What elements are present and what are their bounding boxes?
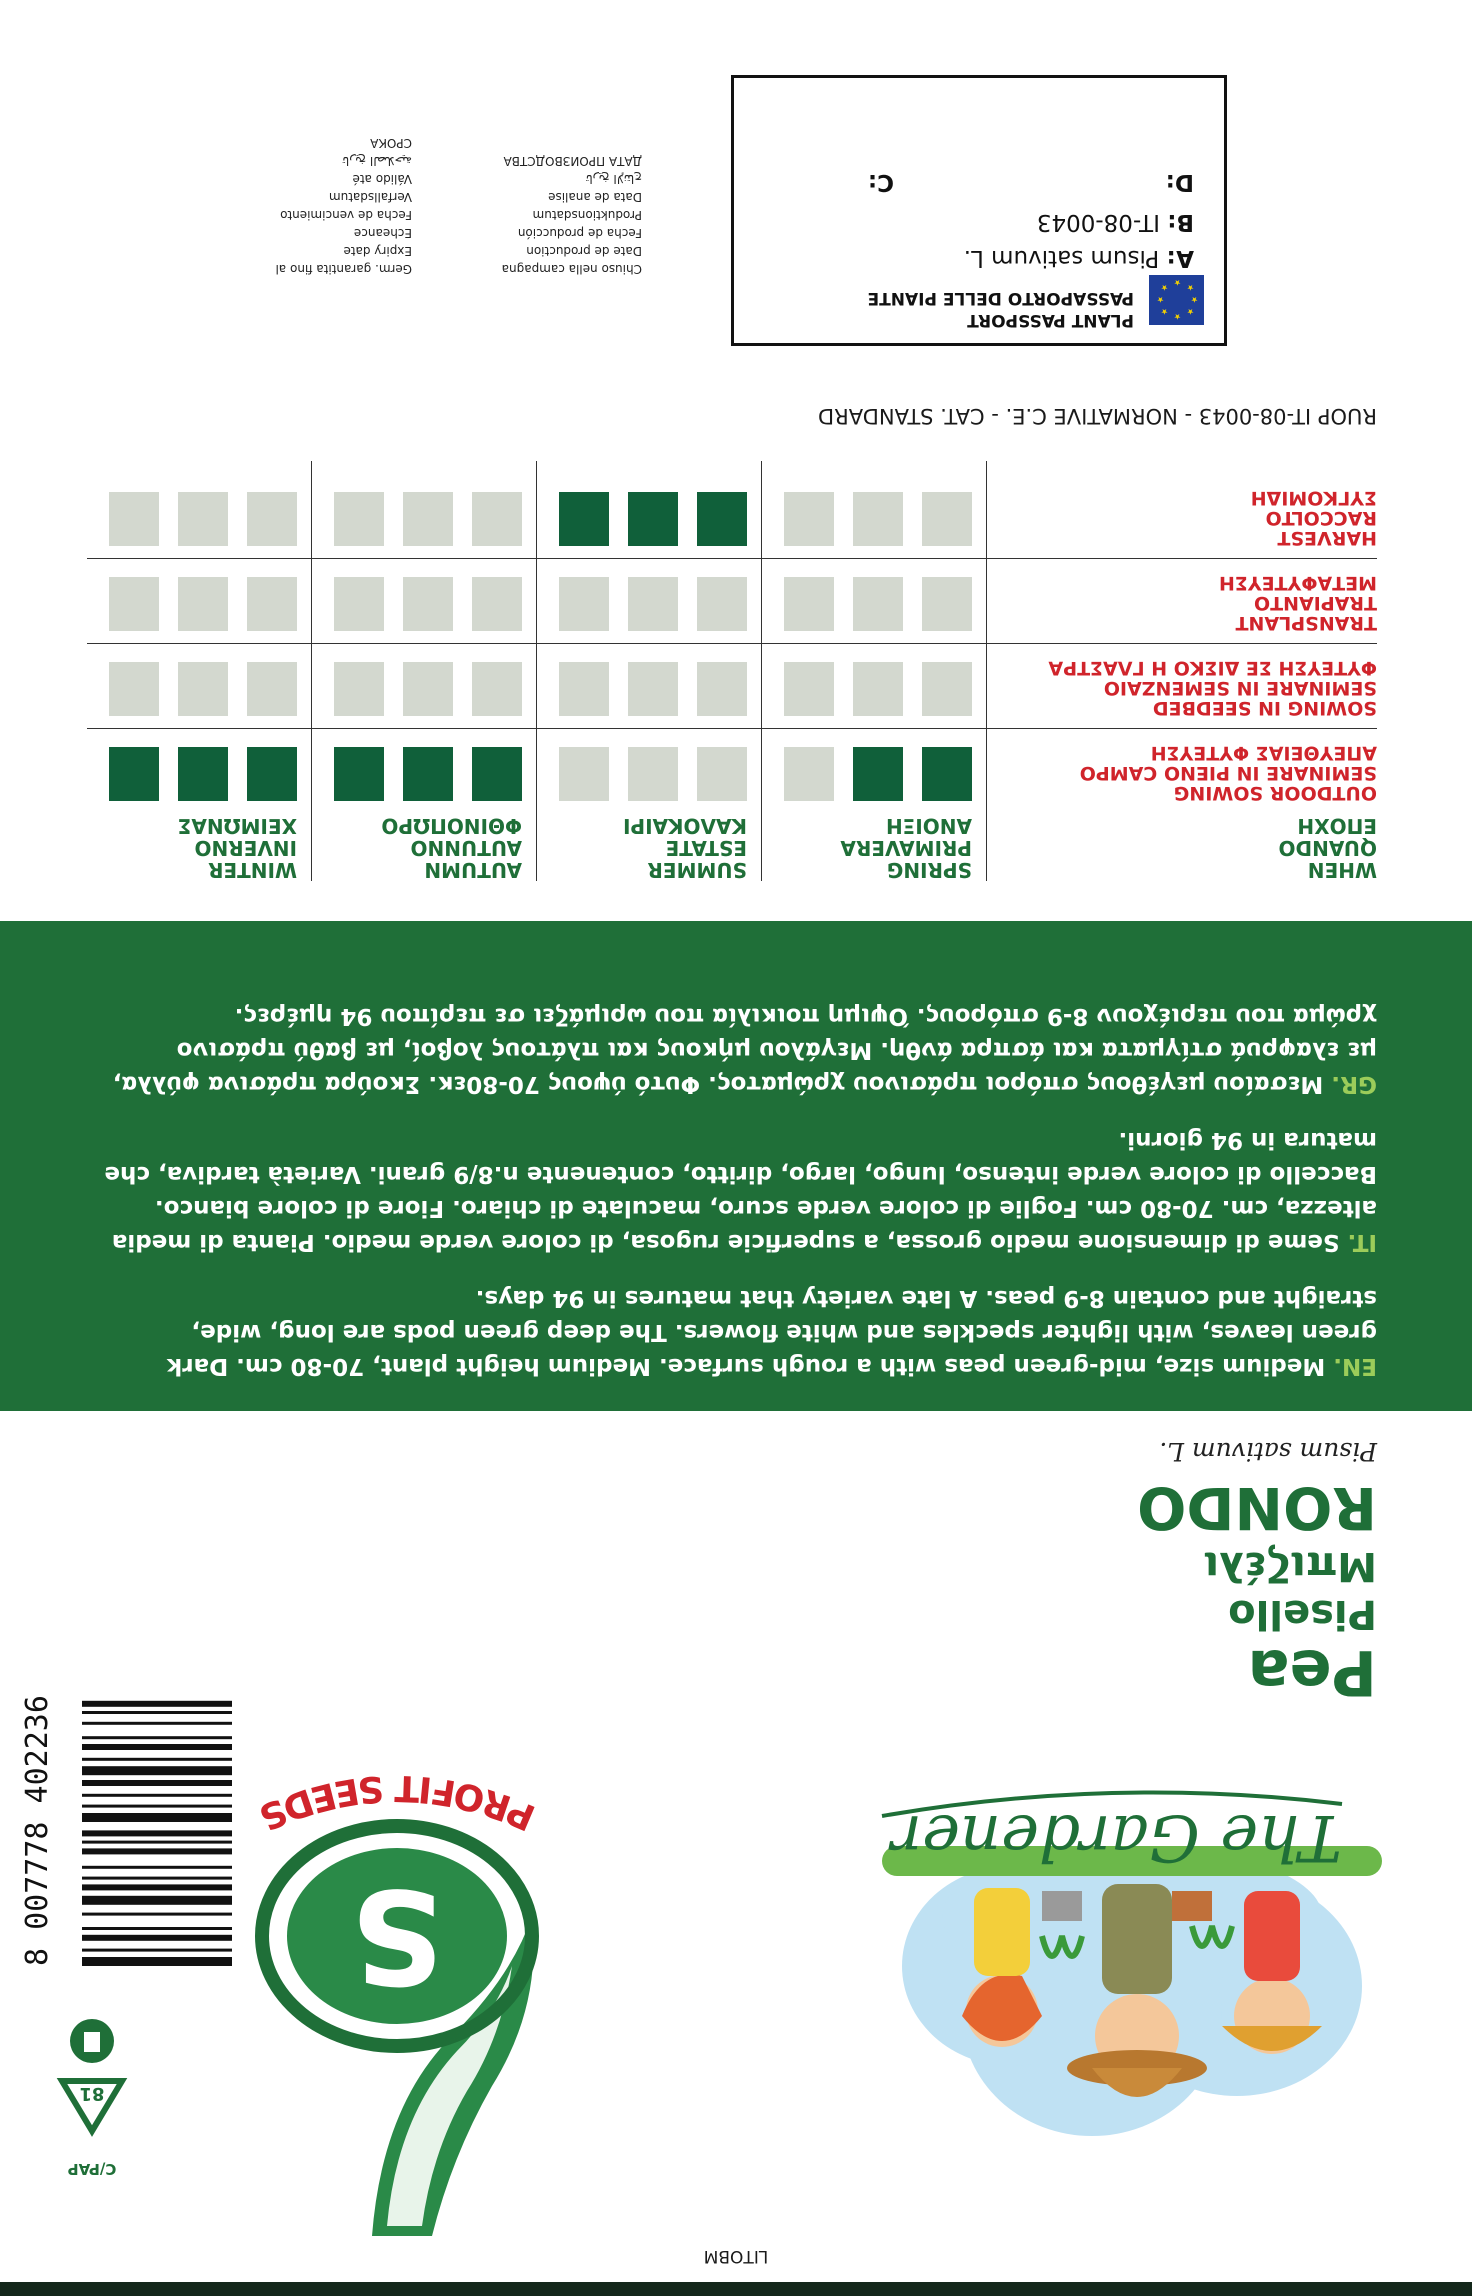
calendar-cell	[628, 577, 678, 631]
barcode-bar	[82, 1722, 232, 1725]
calendar-label-line: OUTDOOR SOWING	[1173, 782, 1377, 804]
date-label: تاريخ الصلاحية	[342, 154, 412, 168]
calendar-label-line: SOWING IN SEEDBED	[1152, 697, 1377, 719]
ruop-line: RUOP IT-08-0043 - NORMATIVE C.E. - CAT. STANDARD	[817, 404, 1377, 428]
barcode-bar	[82, 1841, 232, 1844]
description-paragraph	[95, 999, 1377, 1101]
calendar-label-line: SEMINARE IN SEMENZAIO	[1103, 677, 1377, 699]
calendar-cell	[697, 662, 747, 716]
calendar-cell	[109, 747, 159, 801]
recycle-number: 81	[79, 2083, 105, 2104]
date-label: Produktionsdatum	[532, 208, 642, 222]
calendar-cell	[472, 662, 522, 716]
variety-name: RONDO	[1137, 1473, 1377, 1542]
product-name-it: Pisello	[1228, 1590, 1377, 1637]
date-label: Echeance	[353, 226, 412, 240]
season-header	[381, 815, 522, 881]
calendar-cell	[247, 577, 297, 631]
print-code: LITOBM	[703, 2246, 769, 2266]
calendar-label-line: SUMMER	[647, 858, 747, 882]
description-paragraph	[95, 1281, 1377, 1383]
barcode-bar	[82, 1744, 232, 1750]
barcode-bar	[82, 1701, 232, 1707]
latin-name: Pisum sativum L.	[1159, 1437, 1377, 1467]
calendar-label-line: ΦΥΤΕΥΣΗ ΣΕ ΔΙΣΚΟ Η ΓΛΑΣΤΡΑ	[1048, 657, 1377, 679]
calendar-cell	[559, 492, 609, 546]
calendar-cell	[403, 577, 453, 631]
calendar-label-line: ESTATE	[665, 836, 747, 860]
barcode-bar	[82, 1884, 232, 1890]
barcode-bar	[82, 1830, 232, 1836]
calendar-label-line: QUANDO	[1278, 836, 1377, 860]
expiry-date-labels	[275, 134, 412, 278]
calendar-cell	[784, 747, 834, 801]
barcode-bar	[82, 1877, 232, 1880]
calendar-label-line: ΑΠΕΥΘΕΙΑΣ ΦΥΤΕΥΣΗ	[1150, 742, 1377, 764]
date-label: Verfallsdatum	[328, 190, 412, 204]
date-label: Chiuso nella campagna	[501, 262, 642, 276]
calendar-label-line: AUTUMN	[424, 858, 522, 882]
description-body: Medium size, mid-green peas with a rough surface. Medium height plant, 70-80 cm. Dark green leaves, with lighter speckles and white flowers. The deep green pods are long, wide, straight and contain 8-9 peas. A late variety that matures in 94 days.	[166, 1285, 1377, 1379]
date-label: Fecha de vencimiento	[280, 208, 412, 222]
calendar-cell	[472, 492, 522, 546]
calendar-cell	[178, 662, 228, 716]
calendar-cell	[559, 747, 609, 801]
calendar-label-line: SEMINARE IN PIENO CAMPO	[1079, 762, 1377, 784]
calendar-cell	[403, 492, 453, 546]
barcode-bar	[82, 1711, 232, 1714]
the-gardener-script-text: The Gardener	[891, 1800, 1342, 1874]
logo-text: PROFIT SEEDS	[252, 1766, 542, 1838]
date-label: Germ. garantita fino al	[275, 262, 412, 276]
date-label: تاريخ الإنتاج	[585, 172, 642, 186]
description-body: Seme di dimensione medio grossa, a superficie rugosa, di colore verde medio. Pianta di media altezza, cm. 70-80 cm. Foglie di colore verde scuro, maculate di chiaro. Fiore di colore bianco. Baccello di colore verde intenso, lungo, largo, diritto, contenente n.8/9 grani. Varietà tardiva, che matura in 94 giorni.	[104, 1127, 1377, 1255]
barcode	[20, 1606, 232, 1966]
calendar-cell	[559, 577, 609, 631]
barcode-bar	[82, 1866, 232, 1869]
description-paragraph	[95, 1123, 1377, 1259]
calendar-label-line: PRIMAVERA	[840, 836, 972, 860]
calendar-cell	[334, 577, 384, 631]
calendar-cell	[853, 492, 903, 546]
passport-c: C:	[867, 169, 894, 195]
barcode-bar	[82, 1848, 232, 1854]
season-header	[178, 815, 297, 881]
calendar-cell	[853, 747, 903, 801]
barcode-bar	[82, 1794, 232, 1797]
calendar-cell	[334, 492, 384, 546]
eu-flag-icon: ★ ★ ★ ★ ★ ★ ★ ★	[1149, 275, 1204, 325]
calendar-divider	[311, 461, 312, 881]
calendar-cell	[472, 577, 522, 631]
passport-b: B: IT-08-0043	[1036, 209, 1194, 235]
calendar-label-line: ΕΠΟΧΗ	[1297, 814, 1377, 838]
calendar-cell	[922, 662, 972, 716]
calendar-label-line: TRANSPLANT	[1235, 612, 1377, 634]
barcode-bar	[82, 1736, 232, 1739]
barcode-digits: 8 007778 402236	[20, 1695, 55, 1966]
date-label: Date de production	[526, 244, 642, 258]
calendar-cell	[247, 492, 297, 546]
passport-a: A: Pisum sativum L.	[963, 245, 1194, 271]
calendar-cell	[697, 492, 747, 546]
calendar-label-line: INVERNO	[194, 836, 297, 860]
barcode-bar	[82, 1913, 232, 1916]
date-label: Fecha de producción	[517, 226, 642, 240]
calendar-divider	[761, 461, 762, 881]
calendar-cell	[784, 577, 834, 631]
calendar-cell	[403, 747, 453, 801]
description-lang: GR.	[1331, 1071, 1377, 1097]
calendar-cell	[697, 747, 747, 801]
passport-title-it: PASSAPORTO DELLE PIANTE	[867, 288, 1134, 308]
season-header	[623, 815, 747, 881]
calendar-cell	[853, 577, 903, 631]
barcode-bar	[82, 1935, 232, 1941]
product-name-en: Pea	[1247, 1636, 1377, 1709]
calendar-cell	[628, 492, 678, 546]
calendar-cell	[178, 577, 228, 631]
description-body: Μεσαίου μεγέθους σπόροι πράσινου χρώματος. Φυτό ύψους 70-80εκ. Σκούρα πράσινα φύλλα, με ελαφρυά στίγματα και άσπρα άνθη. Μεγάλου μήκους και πλάτους λοβοί, με βαθύ πράσινο χρώμα που περιέχουν 8-9 σπόρους. Όψιμη ποικιλία που ωριμάζει σε περίπου 94 ημέρες.	[112, 1003, 1377, 1097]
calendar-cell	[922, 492, 972, 546]
description-text	[95, 977, 1377, 1383]
calendar-cell	[697, 577, 747, 631]
calendar-cell	[247, 662, 297, 716]
calendar-cell	[922, 747, 972, 801]
calendar-row-label	[1080, 743, 1377, 803]
calendar-cell	[247, 747, 297, 801]
production-date-labels	[502, 152, 642, 278]
calendar-label-line: ΜΕΤΑΦΥΤΕΥΣΗ	[1218, 572, 1377, 594]
logo-letter: S	[350, 1860, 444, 2012]
product-names	[677, 1437, 1377, 1709]
plant-passport	[731, 75, 1227, 346]
passport-title	[868, 287, 1134, 331]
calendar-row-divider	[87, 558, 1377, 559]
calendar-cell	[472, 747, 522, 801]
sowing-calendar	[87, 461, 1377, 881]
top-dark-strip	[0, 2282, 1472, 2296]
calendar-label-line: SPRING	[886, 858, 972, 882]
calendar-cell	[109, 492, 159, 546]
calendar-cell	[334, 747, 384, 801]
calendar-row-label	[1251, 488, 1377, 548]
calendar-cell	[334, 662, 384, 716]
description-lang: EN.	[1333, 1353, 1377, 1379]
season-header	[840, 815, 972, 881]
date-label: Expiry date	[343, 244, 412, 258]
calendar-cell	[628, 662, 678, 716]
calendar-cell	[403, 662, 453, 716]
calendar-cell	[853, 662, 903, 716]
calendar-cell	[784, 662, 834, 716]
calendar-label-line: RACCOLTO	[1265, 507, 1377, 529]
calendar-label-line: WHEN	[1307, 858, 1377, 882]
barcode-bar	[82, 1758, 232, 1761]
calendar-divider	[536, 461, 537, 881]
calendar-label-line: AUTUNNO	[410, 836, 522, 860]
calendar-cell	[559, 662, 609, 716]
calendar-row-divider	[87, 728, 1377, 729]
barcode-bar	[82, 1896, 232, 1905]
calendar-cell	[922, 577, 972, 631]
date-label: Data de analise	[548, 190, 642, 204]
calendar-cell	[178, 492, 228, 546]
barcode-bar	[82, 1766, 232, 1775]
barcode-bar	[82, 1957, 232, 1966]
calendar-cell	[784, 492, 834, 546]
calendar-label-line: ΧΕΙΜΩΝΑΣ	[177, 814, 297, 838]
barcode-bar	[82, 1813, 232, 1822]
calendar-label-line: ΣΥΓΚΟΜΙΔΗ	[1250, 487, 1377, 509]
calendar-cell	[109, 577, 159, 631]
barcode-bar	[82, 1949, 232, 1952]
calendar-label-line: ΚΑΛΟΚΑΙΡΙ	[623, 814, 747, 838]
profit-seeds-logo	[252, 1746, 572, 2236]
calendar-cell	[109, 662, 159, 716]
calendar-label-line: ΑΝΟΙΞΗ	[885, 814, 972, 838]
calendar-label-line: ΦΘΙΝΟΠΩΡΟ	[381, 814, 522, 838]
passport-title-en: PLANT PASSPORT	[967, 310, 1134, 330]
description-lang: IT.	[1347, 1229, 1377, 1255]
calendar-row-label	[1048, 658, 1377, 718]
recycle-icon	[42, 2016, 142, 2156]
barcode-bar	[82, 1805, 232, 1808]
calendar-row-label	[1219, 573, 1377, 633]
barcode-bar	[82, 1927, 232, 1930]
calendar-row-divider	[87, 643, 1377, 644]
calendar-divider	[986, 461, 987, 881]
the-gardener-script-logo	[862, 1776, 1362, 1916]
passport-d: D:	[1165, 169, 1194, 195]
description-band	[0, 921, 1472, 1411]
calendar-label-line: TRAPIANTO	[1253, 592, 1377, 614]
calendar-label-line: WINTER	[208, 858, 297, 882]
calendar-corner-header	[1279, 815, 1377, 881]
material-code: C/PAP	[67, 2160, 117, 2178]
barcode-bar	[82, 1780, 232, 1786]
date-label: СРОКА	[370, 136, 412, 150]
product-name-gr: Μπιζέλι	[1203, 1542, 1377, 1589]
date-label: ДАТА ПРОИЗВОДСТВА	[503, 154, 642, 168]
calendar-cell	[178, 747, 228, 801]
date-label: Válido até	[352, 172, 412, 186]
calendar-cell	[628, 747, 678, 801]
calendar-label-line: HARVEST	[1277, 527, 1377, 549]
